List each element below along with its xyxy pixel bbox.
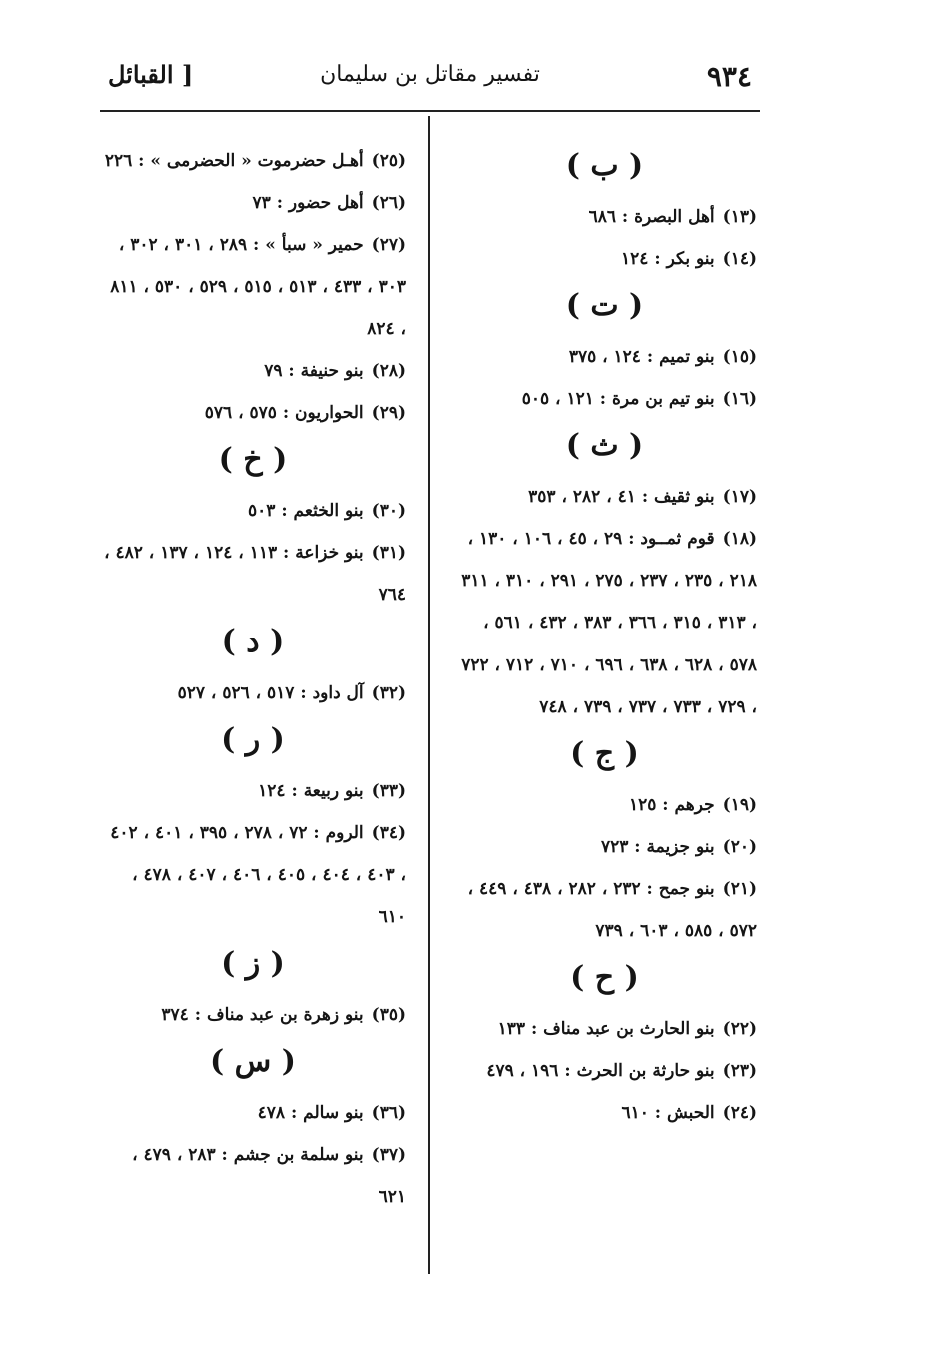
column-divider [428, 116, 430, 1274]
entry-text: بنو ربيعة : ١٢٤ [258, 781, 364, 801]
entry-text: بنو سالم : ٤٧٨ [257, 1103, 364, 1123]
entry-text: بنو ثقيف : ٤١ ، ٢٨٢ ، ٣٥٣ [528, 487, 715, 507]
entry-number: (١٩) [722, 795, 757, 815]
entry-text: قوم ثمــود : ٢٩ ، ٤٥ ، ١٠٦ ، ١٣٠ ، ٢١٨ ، ٢٣٥ ، ٢٣٧ ، ٢٧٥ ، ٢٩١ ، ٣١٠ ، ٣١١ ، ٣١٣ ، ٣١٥ ، ٣٦٦ ، ٣٨٣ ، ٤٣٢ ، ٥٦١ ، ٥٧٨ ، ٦٢٨ ، ٦٣٨ ، ٦٩٦ ، ٧١٠ ، ٧١٢ ، ٧٢٢ ، ٧٢٩ ، ٧٣٣ ، ٧٣٧ ، ٧٣٩ ، ٧٤٨ [461, 529, 757, 717]
index-entry [452, 1008, 757, 1050]
entry-number: (١٧) [722, 487, 757, 507]
running-title: تفسير مقاتل بن سليمان [320, 62, 540, 87]
entry-number: (٣١) [371, 543, 406, 563]
section-letter: ( د ) [221, 624, 285, 659]
entry-text: بنو جمح : ٢٣٢ ، ٢٨٢ ، ٤٣٨ ، ٤٤٩ ، ٥٧٢ ، ٥٨٥ ، ٦٠٣ ، ٧٣٩ [467, 879, 757, 941]
index-entry [100, 490, 406, 532]
entry-number: (١٣) [722, 207, 757, 227]
entry-number: (٢٤) [722, 1103, 757, 1123]
entry-number: (٢٣) [722, 1061, 757, 1081]
entry-text: آل داود : ٥١٧ ، ٥٢٦ ، ٥٢٧ [177, 683, 364, 703]
section-letter: ( س ) [210, 1044, 296, 1079]
entry-text: أهـل حضرموت « الحضرمى » : ٢٢٦ [104, 151, 364, 171]
index-entry [452, 378, 757, 420]
left-column [100, 140, 406, 1218]
entry-number: (١٥) [722, 347, 757, 367]
entry-text: بنو جزيمة : ٧٢٣ [600, 837, 715, 857]
entry-number: (٢٥) [371, 151, 406, 171]
entry-number: (٢٧) [371, 235, 406, 255]
entry-number: (٣٥) [371, 1005, 406, 1025]
right-column [452, 140, 757, 1134]
entry-number: (٢١) [722, 879, 757, 899]
entry-text: بنو تيم بن مرة : ١٢١ ، ٥٠٥ [521, 389, 715, 409]
index-entry [100, 182, 406, 224]
index-entry [452, 784, 757, 826]
index-entry [100, 1134, 406, 1218]
index-entry [100, 1092, 406, 1134]
page-header [100, 52, 760, 102]
entry-number: (٢٢) [722, 1019, 757, 1039]
section-letter: ( ب ) [565, 148, 644, 183]
entry-text: جرهم : ١٢٥ [628, 795, 715, 815]
index-entry [452, 238, 757, 280]
section-letter: ( ر ) [221, 722, 285, 757]
section-letter: ( ج ) [570, 736, 639, 771]
entry-number: (٣٠) [371, 501, 406, 521]
index-entry [452, 336, 757, 378]
entry-text: بنو حنيفة : ٧٩ [264, 361, 364, 381]
entry-number: (٢٠) [722, 837, 757, 857]
entry-text: الحبش : ٦١٠ [621, 1103, 715, 1123]
index-entry [452, 196, 757, 238]
index-entry [100, 532, 406, 616]
entry-number: (٣٦) [371, 1103, 406, 1123]
index-entry [100, 350, 406, 392]
entry-text: بنو الحارث بن عبد مناف : ١٣٣ [497, 1019, 715, 1039]
index-entry [452, 868, 757, 952]
entry-number: (١٨) [722, 529, 757, 549]
entry-number: (٢٩) [371, 403, 406, 423]
entry-number: (١٦) [722, 389, 757, 409]
index-entry [100, 770, 406, 812]
entry-text: أهل حضور : ٧٣ [252, 193, 364, 213]
entry-text: حمير « سبأ » : ٢٨٩ ، ٣٠١ ، ٣٠٢ ، ٣٠٣ ، ٤٣٣ ، ٥١٣ ، ٥١٥ ، ٥٢٩ ، ٥٣٠ ، ٨١١ ، ٨٢٤ [110, 235, 406, 339]
index-entry [452, 1092, 757, 1134]
entry-text: الحواريون : ٥٧٥ ، ٥٧٦ [204, 403, 364, 423]
entry-text: الروم : ٧٢ ، ٢٧٨ ، ٣٩٥ ، ٤٠١ ، ٤٠٢ ، ٤٠٣ ، ٤٠٤ ، ٤٠٥ ، ٤٠٦ ، ٤٠٧ ، ٤٧٨ ، ٦١٠ [110, 823, 406, 927]
header-rule [100, 110, 760, 112]
page-number: ٩٣٤ [706, 60, 752, 93]
entry-text: بنو الخثعم : ٥٠٣ [248, 501, 364, 521]
index-entry [100, 140, 406, 182]
index-entry [100, 224, 406, 350]
entry-number: (٢٨) [371, 361, 406, 381]
section-letter: ( ز ) [221, 946, 285, 981]
entry-number: (٣٣) [371, 781, 406, 801]
index-entry [452, 476, 757, 518]
entry-text: بنو حارثة بن الحرث : ١٩٦ ، ٤٧٩ [486, 1061, 715, 1081]
entry-text: بنو تميم : ١٢٤ ، ٣٧٥ [568, 347, 715, 367]
index-entry [100, 994, 406, 1036]
index-entry [100, 812, 406, 938]
entry-text: بنو سلمة بن جشم : ٢٨٣ ، ٤٧٩ ، ٦٢١ [132, 1145, 406, 1207]
index-entry [452, 518, 757, 728]
section-letter: ( ح ) [570, 960, 639, 995]
entry-text: بنو بكر : ١٢٤ [621, 249, 715, 269]
entry-text: أهل البصرة : ٦٨٦ [588, 207, 715, 227]
index-entry [100, 672, 406, 714]
entry-number: (١٤) [722, 249, 757, 269]
entry-text: بنو خزاعة : ١١٣ ، ١٢٤ ، ١٣٧ ، ٤٨٢ ، ٧٦٤ [104, 543, 406, 605]
entry-number: (٢٦) [371, 193, 406, 213]
entry-text: بنو زهرة بن عبد مناف : ٣٧٤ [161, 1005, 364, 1025]
section-title: [ القبائل [108, 60, 194, 89]
index-entry [100, 392, 406, 434]
entry-number: (٣٧) [371, 1145, 406, 1165]
section-letter: ( ث ) [565, 428, 644, 463]
entry-number: (٣٤) [371, 823, 406, 843]
entry-number: (٣٢) [371, 683, 406, 703]
section-letter: ( خ ) [218, 442, 288, 477]
index-entry [452, 1050, 757, 1092]
section-letter: ( ت ) [565, 288, 644, 323]
index-entry [452, 826, 757, 868]
